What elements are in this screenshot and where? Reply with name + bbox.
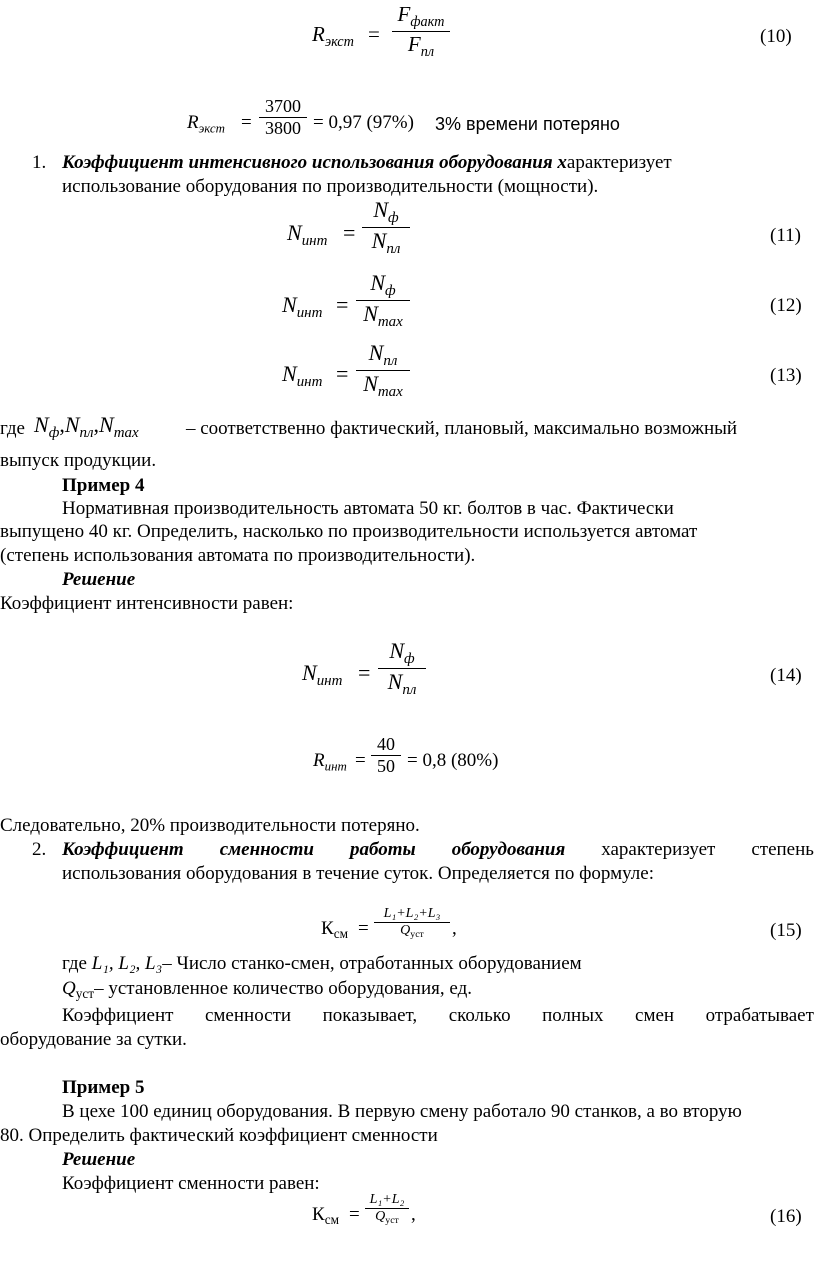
formula-14-den: N	[387, 669, 403, 695]
calc-14-fraction	[371, 734, 401, 777]
formula-11-num-sub: ф	[388, 210, 399, 227]
example-5-solution-line: Коэффициент сменности равен:	[62, 1173, 320, 1194]
list-marker: 1.	[32, 152, 47, 173]
formula-16-lhs-sub: см	[324, 1211, 340, 1227]
formula-15-tail: ,	[452, 918, 457, 939]
formula-13-lhs-sub: инт	[296, 374, 323, 391]
paragraph-word: сколько	[448, 1005, 511, 1026]
calc-14-num: 40	[377, 734, 395, 754]
formula-12-num: N	[370, 270, 386, 295]
formula-11-fraction	[362, 197, 410, 258]
formula-12-fraction	[356, 270, 410, 331]
formula-11-den: N	[371, 228, 387, 254]
calc-10-eq: =	[241, 112, 252, 133]
formula-15-lhs: К	[321, 918, 334, 939]
paragraph-word: полных	[542, 1005, 604, 1026]
where-2-paragraph-line2: оборудование за сутки.	[0, 1029, 187, 1050]
formula-12-number: (12)	[770, 295, 802, 316]
formula-10-fraction	[392, 2, 450, 61]
item-2-word: сменности	[219, 839, 314, 860]
formula-14-lhs: N	[302, 660, 317, 685]
example-4-line1: Нормативная производительность автомата 50 кг. болтов в час. Фактически	[62, 498, 674, 519]
formula-15-fraction	[374, 906, 450, 940]
where-2-label: где	[62, 953, 92, 974]
formula-15-den-sub: уст	[410, 928, 424, 940]
formula-15-number: (15)	[770, 920, 802, 941]
formula-16-den-sub: уст	[385, 1214, 399, 1226]
formula-11-lhs: N	[287, 220, 302, 245]
example-4-solution-line: Коэффициент интенсивности равен:	[0, 593, 294, 614]
item-2-line2: использования оборудования в течение суток. Определяется по формуле:	[62, 863, 654, 884]
paragraph-word: показывает,	[322, 1005, 418, 1026]
formula-15-den: Q	[400, 923, 411, 938]
item-2-word: оборудования	[451, 839, 566, 860]
formula-16-number: (16)	[770, 1206, 802, 1227]
formula-14-den-sub: пл	[402, 682, 417, 699]
formula-11-eq: =	[343, 220, 356, 245]
formula-15-num: L₁+L₂+L₃	[383, 906, 441, 921]
where-2-symbols: L₁, L₂, L₃	[91, 953, 163, 974]
formula-15-lhs-sub: см	[333, 925, 349, 941]
formula-14-num-sub: ф	[404, 651, 415, 668]
formula-10-number: (10)	[760, 26, 792, 47]
formula-10-num: F	[397, 2, 411, 26]
formula-12-lhs-sub: инт	[296, 305, 323, 322]
paragraph-word: сменности	[204, 1005, 292, 1026]
where-1-symbols: $N_ф,N_{пл},N_{max}$	[34, 412, 139, 442]
calc-10-lhs-sub: экст	[198, 120, 225, 136]
formula-12-den-sub: max	[377, 314, 403, 331]
formula-13-den: N	[363, 371, 378, 397]
where-2-q-sub: уст	[75, 985, 95, 1001]
formula-12-den: N	[363, 301, 378, 327]
formula-11-num: N	[373, 197, 389, 222]
calc-14-lhs: R	[313, 750, 325, 771]
formula-11-lhs-sub: инт	[301, 233, 328, 250]
item-1-bold-term: Коэффициент интенсивного использования оборудования х	[62, 152, 567, 173]
formula-16-lhs: К	[312, 1204, 325, 1225]
calc-10-lhs: R	[187, 112, 199, 133]
formula-16-fraction	[365, 1192, 409, 1226]
example-5-line1: В цехе 100 единиц оборудования. В первую смену работало 90 станков, а во вторую	[62, 1101, 742, 1122]
formula-14-number: (14)	[770, 665, 802, 686]
calc-14-result: = 0,8 (80%)	[407, 750, 499, 771]
conclusion-line: Следовательно, 20% производительности потеряно.	[0, 815, 420, 836]
where-2-line1: – Число станко-смен, отработанных оборудованием	[162, 953, 582, 974]
formula-13-fraction	[356, 340, 410, 401]
item-2-word: работы	[349, 839, 416, 860]
formula-11-den-sub: пл	[386, 241, 401, 258]
formula-14-num: N	[389, 638, 405, 663]
calc-14-lhs-sub: инт	[324, 758, 347, 774]
formula-12-lhs: N	[282, 292, 297, 317]
paragraph-word: отрабатывает	[705, 1005, 814, 1026]
formula-10-den: F	[407, 31, 421, 56]
formula-13-num: N	[368, 340, 384, 365]
formula-10-den-sub: пл	[420, 43, 435, 60]
formula-15-eq: =	[358, 918, 369, 939]
formula-14-lhs-sub: инт	[316, 673, 343, 690]
formula-12-eq: =	[336, 292, 349, 317]
formula-10-eq: =	[368, 22, 380, 46]
formula-14-fraction	[378, 638, 426, 699]
calc-10-result: = 0,97 (97%)	[313, 112, 414, 133]
list-marker: 2.	[32, 839, 47, 860]
item-2-line1	[62, 838, 814, 862]
formula-10-lhs: R	[312, 22, 325, 46]
paragraph-word: смен	[635, 1005, 675, 1026]
item-1-line2: использование оборудования по производительности (мощности).	[62, 176, 599, 197]
example-4-title: Пример 4	[62, 475, 145, 496]
example-4-line3: (степень использования автомата по производительности).	[0, 545, 476, 566]
formula-11-number: (11)	[770, 225, 801, 246]
item-2-word: Коэффициент	[62, 839, 184, 860]
example-4-solution: Решение	[62, 569, 136, 590]
formula-10-num-sub: факт	[410, 13, 445, 30]
where-2-line2: – установленное количество оборудования, ед.	[94, 978, 472, 999]
where-2-paragraph-line1	[62, 1004, 814, 1028]
example-5-line2: 80. Определить фактический коэффициент сменности	[0, 1125, 438, 1146]
example-5-solution: Решение	[62, 1149, 136, 1170]
where-2-q: Q	[62, 978, 76, 999]
calc-14-eq: =	[355, 750, 366, 771]
where-1-line2: выпуск продукции.	[0, 450, 157, 471]
calc-14-den: 50	[377, 756, 395, 776]
formula-10-lhs-sub: экст	[324, 33, 354, 50]
formula-13-eq: =	[336, 361, 349, 386]
formula-16-tail: ,	[411, 1204, 416, 1225]
item-2-word: характеризует	[601, 839, 716, 860]
formula-12-num-sub: ф	[385, 283, 396, 300]
formula-13-num-sub: пл	[383, 353, 398, 370]
formula-14-eq: =	[358, 660, 371, 685]
calc-10-num: 3700	[265, 96, 301, 116]
formula-16-num: L₁+L₂	[369, 1192, 405, 1207]
example-4-line2: выпущено 40 кг. Определить, насколько по производительности используется автомат	[0, 521, 698, 542]
where-label: где	[0, 418, 25, 439]
where-1-rest: – соответственно фактический, плановый, максимально возможный	[186, 418, 738, 439]
calc-10-fraction	[259, 96, 307, 139]
paragraph-word: Коэффициент	[62, 1005, 174, 1026]
formula-13-den-sub: max	[377, 384, 403, 401]
formula-16-eq: =	[349, 1204, 360, 1225]
example-5-title: Пример 5	[62, 1077, 145, 1098]
calc-10-note: 3% времени потеряно	[435, 114, 620, 134]
calc-10-den: 3800	[265, 118, 301, 138]
item-1-line1-rest: арактеризует	[566, 152, 672, 173]
formula-13-lhs: N	[282, 361, 297, 386]
formula-13-number: (13)	[770, 365, 802, 386]
item-2-word: степень	[751, 839, 814, 860]
formula-16-den: Q	[375, 1209, 386, 1224]
